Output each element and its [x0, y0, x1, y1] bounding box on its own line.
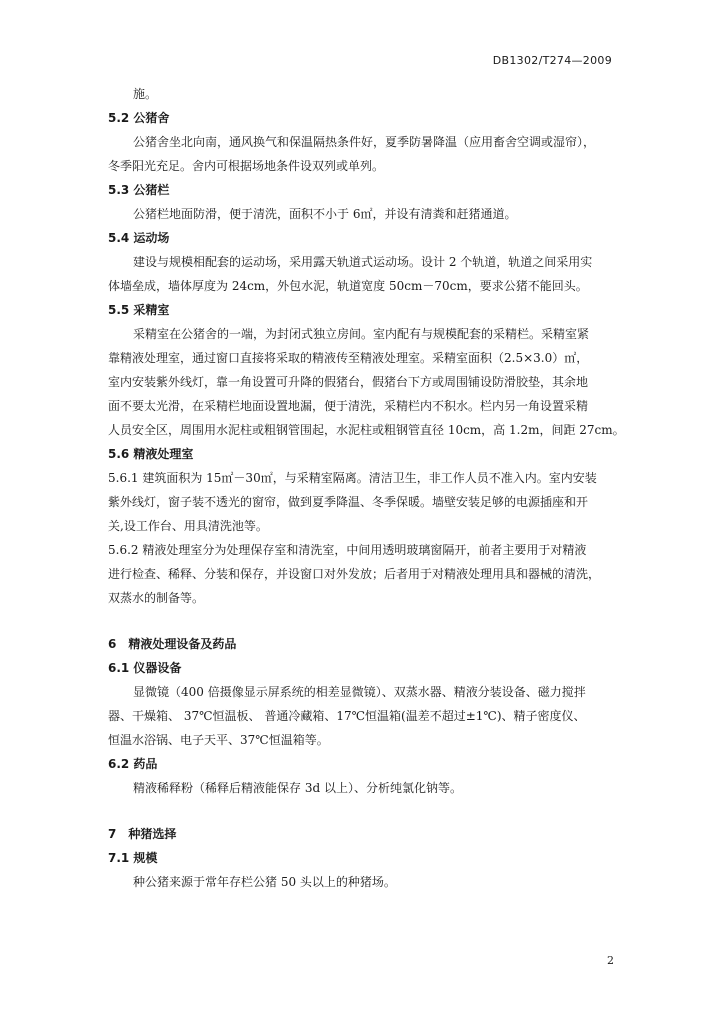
document-body [108, 86, 625, 898]
paragraph [108, 254, 616, 294]
text-line: 5.6.1 建筑面积为 15㎡－30㎡，与采精室隔离。清洁卫生，非工作人员不准入内。室内安装 [108, 471, 597, 485]
text-line: 体墙垒成，墙体厚度为 24cm，外包水泥，轨道宽度 50cm－70cm，要求公猪不能回头。 [108, 279, 588, 293]
paragraph [108, 326, 625, 438]
text-line: 采精室在公猪舍的一端，为封闭式独立房间。室内配有与规模配套的采精栏。采精室紧 [133, 327, 590, 341]
text-line: 室内安装紫外线灯，靠一角设置可升降的假猪台，假猪台下方或周围铺设防滑胶垫，其余地 [108, 375, 589, 389]
text-line: 显微镜（400 倍摄像显示屏系统的相差显微镜）、双蒸水器、精液分装设备、磁力搅拌 [133, 685, 586, 699]
text-line: 靠精液处理室，通过窗口直接将采取的精液传至精液处理室。采精室面积（2.5×3.0）㎡， [108, 351, 589, 365]
text-line: 种公猪来源于常年存栏公猪 50 头以上的种猪场。 [133, 875, 396, 889]
paragraph [108, 134, 616, 174]
section-heading: 6.1 仪器设备 [108, 661, 182, 675]
section-gap [108, 804, 616, 826]
paragraph [108, 206, 616, 222]
text-line: 进行检查、稀释、分装和保存，并设窗口对外发放；后者用于对精液处理用具和器械的清洗， [108, 567, 601, 581]
section-heading: 7.1 规模 [108, 851, 158, 865]
text-line: 冬季阳光充足。舍内可根据场地条件设双列或单列。 [108, 159, 385, 173]
text-line: 5.6.2 精液处理室分为处理保存室和清洗室，中间用透明玻璃窗隔开，前者主要用于对精液 [108, 543, 587, 557]
text-line: 面不要太光滑，在采精栏地面设置地漏，便于清洗，采精栏内不积水。栏内另一角设置采精 [108, 399, 589, 413]
text-line: 建设与规模相配套的运动场，采用露天轨道式运动场。设计 2 个轨道，轨道之间采用实 [133, 255, 593, 269]
text-line: 双蒸水的制备等。 [108, 591, 205, 605]
section-heading: 5.3 公猪栏 [108, 183, 170, 197]
paragraph [108, 874, 616, 890]
text-line: 精液稀释粉（稀释后精液能保存 3d 以上）、分析纯氯化钠等。 [133, 781, 462, 795]
document-code: DB1302/T274—2009 [492, 54, 612, 67]
text-line: 关,设工作台、用具清洗池等。 [108, 519, 268, 533]
text-line: 器、干燥箱、 37℃恒温板、 普通冷藏箱、17℃恒温箱(温差不超过±1℃)、精子密度仪、 [108, 709, 586, 723]
paragraph [108, 542, 616, 606]
text-line: 施。 [133, 87, 158, 101]
section-gap [108, 614, 616, 636]
paragraph [108, 780, 616, 796]
chapter-heading: 6 精液处理设备及药品 [108, 637, 237, 651]
chapter-heading: 7 种猪选择 [108, 827, 177, 841]
section-heading: 5.2 公猪舍 [108, 111, 170, 125]
text-line: 人员安全区，周围用水泥柱或粗钢管围起，水泥柱或粗钢管直径 10cm，高 1.2m，间距 27cm。 [108, 423, 625, 437]
section-heading: 5.4 运动场 [108, 231, 170, 245]
section-heading: 5.5 采精室 [108, 303, 170, 317]
paragraph [108, 684, 616, 748]
section-heading: 6.2 药品 [108, 757, 158, 771]
paragraph [108, 470, 616, 534]
paragraph [108, 86, 616, 102]
text-line: 紫外线灯，窗子装不透光的窗帘，做到夏季降温、冬季保暖。墙壁安装足够的电源插座和开 [108, 495, 589, 509]
section-heading: 5.6 精液处理室 [108, 447, 194, 461]
text-line: 恒温水浴锅、电子天平、37℃恒温箱等。 [108, 733, 329, 747]
text-line: 公猪舍坐北向南，通风换气和保温隔热条件好，夏季防暑降温（应用畜舍空调或湿帘）， [133, 135, 596, 149]
page-number: 2 [607, 954, 614, 967]
text-line: 公猪栏地面防滑，便于清洗，面积不小于 6㎡，并设有清粪和赶猪通道。 [133, 207, 517, 221]
